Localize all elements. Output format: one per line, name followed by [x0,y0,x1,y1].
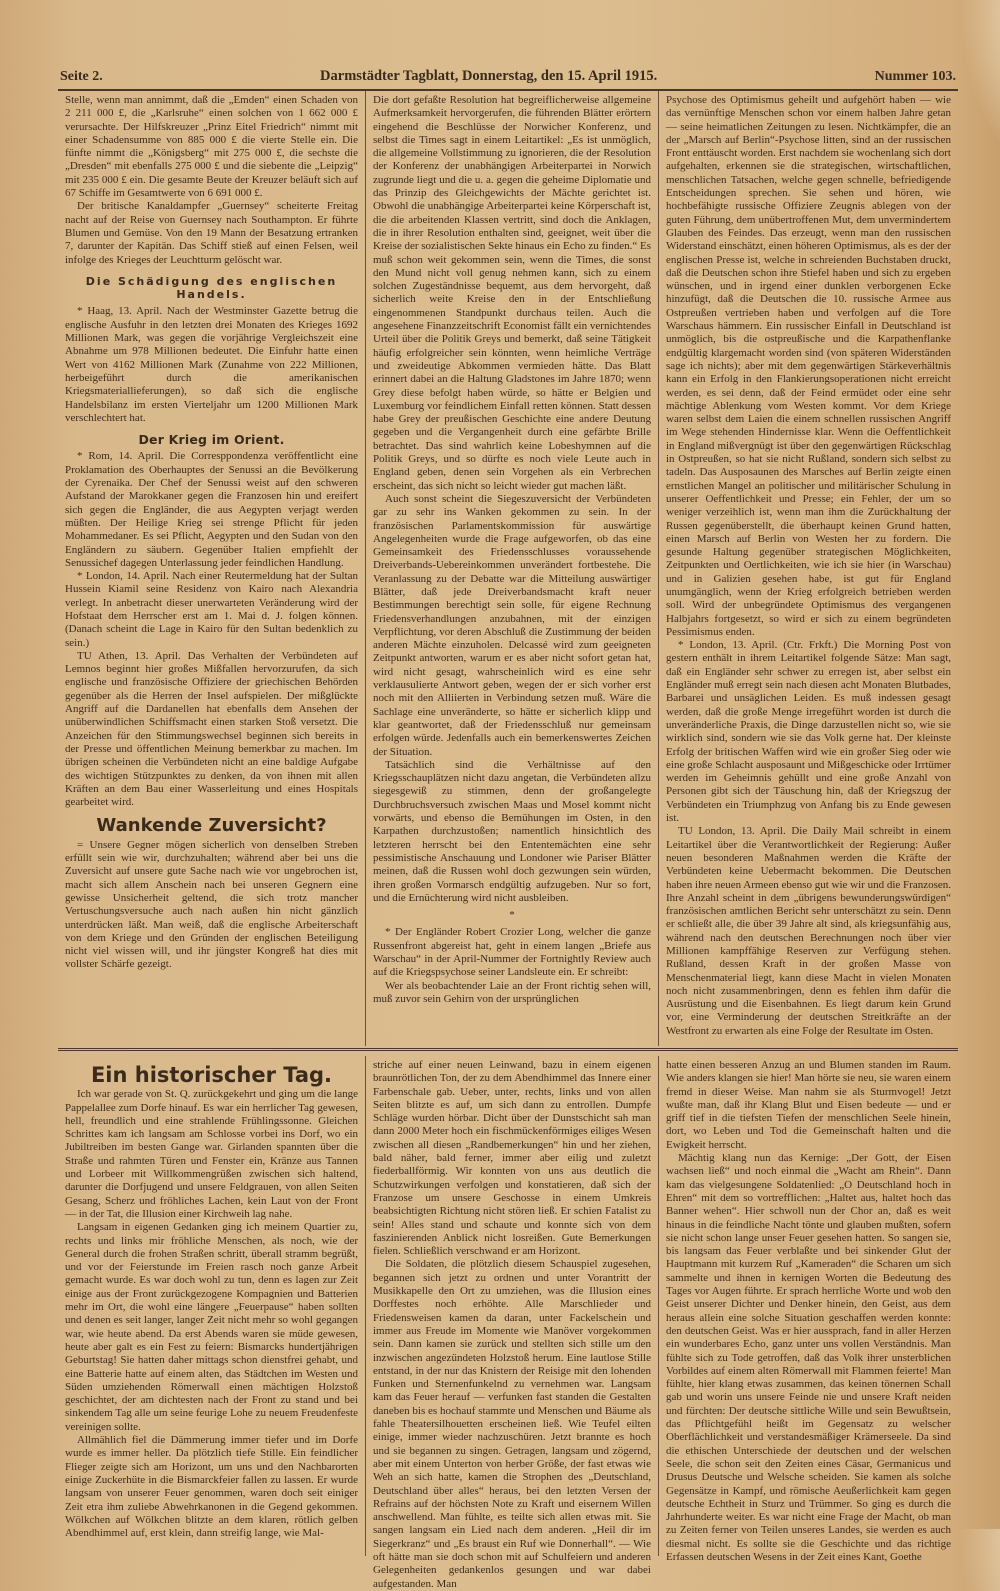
masthead [58,68,958,91]
headline-handel: Die Schädigung des englischen Handels. [85,274,338,302]
article-paragraph: Allmählich fiel die Dämmerung immer tiefer und im Dorfe wurde es immer heller. Da plötzlich tiefe Stille. Ein feindlicher Flieger zeigte sich am Horizont, um uns und den Nachbarorten einige Zuckerhüte in die Bismarckfeier fallen zu lassen. Er wurde langsam von unserer Feuer genommen, waren doch seit einiger Zeit etra ihm zuliebe Abwehrkanonen in die Gegend gekommen. Wölkchen auf Wölkchen blitzte an dem klaren, rötlich gelben Abendhimmel auf, erst klein, dann streifig lange, wie Mal- [65,1434,358,1540]
article-paragraph: Auch sonst scheint die Siegeszuversicht der Verbündeten gar zu sehr ins Wanken gekommen zu sein. In der französischen Parlamentskommission für auswärtige Angelegenheiten wurde die Frage aufgeworfen, ob das eine Gemeinsamkeit des Friedensschlusses voraussehende Dreiverbands-Uebereinkommen unverändert fortbestehe. Die Veranlassung zu der Debatte war die Mitteilung auswärtiger Blätter, daß jede Dreiverbandsmacht kraft neuer Bestimmungen berechtigt sein solle, für eigene Rechnung Friedensverhandlungen anzubahnen, mit der einzigen Verpflichtung, vor deren Abschluß die Zustimmung der beiden anderen Mächte einzuholen. Delcassé wird zum geeigneten Zeitpunkt antworten, warum er es aber nicht sofort getan hat, wird nicht gesagt, wahrscheinlich wird es eine sehr verklausulierte Antwort geben, wegen der er sich vorher erst noch mit den Alliierten in Verbindung setzen muß. Wäre die Sachlage eine unveränderte, so hätte er sicherlich klipp und klar geantwortet, daß der Friedensschluß nur gemeinsam erfolgen würde. Jedenfalls auch ein bemerkenswertes Zeichen der Situation. [373,492,651,758]
article-paragraph: Ich war gerade von St. Q. zurückgekehrt und ging um die lange Pappelallee zum Dorfe hinauf. Es war ein herrlicher Tag gewesen, hell, freundlich und eine strahlende Frühlingssonne. Gleichen Schrittes kam ich langsam am Schlosse vorbei ins Dorf, wo ein Jubiltreiben im besten Gange war. Girlanden spannten über die Straße und rahmten Türen und Fenster ein, Kränze aus Tannen und Lorbeer mit Willkommengrüßen zwischen sich haltend, darunter die Dorfjugend und unsere Feldgrauen, von allen Seiten Gesang, Scherz und fröhliches Lachen, kein Laut von der Front — in der Tat, die Illusion einer Kirchweih lag nahe. [65,1088,358,1220]
top-column-2 [365,91,658,1046]
article-paragraph: Psychose des Optimismus geheilt und aufgehört haben — wie das vernünftige Menschen schon vor einem halben Jahre getan — seine heimatlichen Zeitungen zu lesen. Nichtkämpfer, die an der „Marsch auf Berlin“-Psychose litten, sind an der russischen Front enttäuscht worden. Erst nachdem sie wochenlang sich dort aufgehalten, erkennen sie die strategischen, wirtschaftlichen, menschlichen Tatsachen, welche gegen schnelle, befriedigende Entscheidungen sprechen. Sie sehen und hören, wie hochbefähigte russische Offiziere Zeugnis ablegen von der guten Führung, dem unübertroffenen Mut, dem unvermindertem Glauben des Feindes. Das erzeugt, wenn man den russischen Widerstand einschätzt, einen höheren Optimismus, als es der der englischen Presse ist, welche in schreienden Buchstaben druckt, daß die Deutschen schon ihre Stiefel haben und sich zu ergeben wünschen, und in irgend einer dunklen verborgenen Ecke hinzufügt, daß die Deutschen die 10. russische Armee aus Ostpreußen vertrieben haben und verfolgen auf die Tore Warschaus hämmern. Ein russischer Einfall in Deutschland ist unmöglich, bis die ostpreußische und die Karpathenflanke endgültig klargemacht worden sind (von späteren Widerständen sage ich nichts); aber mit dem gegenwärtigen Stärkeverhältnis kann ein Erfolg in den Flankierungsoperationen nicht erreicht werden, es sei denn, daß der Feind ermüdet oder eine sehr mächtige Ablenkung vom Westen kommt. Vor dem Kriege waren selbst dem Laien die einem schnellen russischen Angriff im Wege stehenden Hindernisse klar. Wenn die Oeffentlichkeit in England mißvergnügt ist über den gegenwärtigen Rückschlag in Ostpreußen, so hat sie nicht Rußland, sondern sich selbst zu tadeln. Das Ausposaunen des Marsches auf Berlin zeigte einen ernstlichen Mangel an politischer und militärischer Schulung in unserer Oeffentlichkeit und Presse; ein Fehler, der um so weniger verzeihlich ist, wenn man ihm die Zurückhaltung der Russen gegenüberstellt, die überhaupt keinen Grund hatten, einen Marsch auf Berlin von Westen her zu fordern. Die gesunde Haltung gegenüber strategischen Möglichkeiten, Zeitpunkten und Oertlichkeiten, wie ich sie hier (in Warschau) und in Galizien gesehen habe, ist gut für England unumgänglich, wenn der Krieg erfolgreich betrieben werden soll. Wird der unbegründete Optimismus des vergangenen Halbjahrs fortgesetzt, so wird er sich zu einem begründeten Pessimismus enden. [666,94,951,638]
article-paragraph: Die Soldaten, die plötzlich diesem Schauspiel zugesehen, begannen sich jetzt zu ordnen und unter Vorantritt der Musikkapelle den Ort zu umziehen, was die Illusion eines Dorffestes noch erhöhte. Alle Marschlieder und Friedensweisen kamen da daran, unter Fackelschein und immer aus Freude im Momente wie Manöver vorgekommen sein. Dann kamen sie zurück und stellten sich stille um den inzwischen angezündeten Holzstoß herum. Eine lautlose Stille entstand, in der nur das Knistern der Reisige mit den lohenden Funken und Sternenfunkelnd zu vernehmen war. Langsam kam das Feuer herauf — verfunken fast standen die Gestalten daneben bis es hochauf stammte und Menschen und Bäume als fahle Theatersilhouetten erscheinen ließ. Wie Teufel eilten einige, immer wieder nachzuschüren. Jetzt brannte es hoch und sie begannen zu singen. Getragen, langsam und zögernd, aber mit einem Unterton von herber Größe, der fast etwas wie Weh an sich hatte, kamen die Strophen des „Deutschland, Deutschland über alles“ heraus, bei den letzten Versen der Refrains auf der höchsten Note zu Kraft und eisernem Willen anschwellend. Man fühlte, es teilte sich allen etwas mit. Sie sangen langsam ein Lied nach dem anderen. „Heil dir im Siegerkranz“ und „Es braust ein Ruf wie Donnerhall“. — Wie oft hätte man sie doch schon mit auf Schulfeiern und anderen Gelegenheiten gedankenlos gesungen und war dabei aufgestanden. Man [373,1258,651,1590]
article-paragraph: * Der Engländer Robert Crozier Long, welcher die ganze Russenfront abgereist hat, geht in einem langen „Briefe aus Warschau“ in der April-Nummer der Fortnightly Review auch auf die Kriegspsychose seiner Landsleute ein. Er schreibt: [373,926,651,979]
article-paragraph: = Unsere Gegner mögen sicherlich von denselben Streben erfüllt sein wie wir, durchzuhalten; während aber bei uns die Zuversicht auf unsere gute Sache nach wie vor ungebrochen ist, macht sich allem Anschein nach bei unseren Gegnern eine gewisse Unsicherheit geltend, die sich trotz mancher Vertuschungsversuche auch nach außen hin nicht gänzlich unterdrücken läßt. Man weiß, daß die englische Arbeiterschaft von dem Kriege und den Gründen der englischen Beteiligung nicht viel wissen will, und ihr jüngster Kongreß hat dies mit vollster Schärfe gezeigt. [65,838,358,971]
top-column-3 [658,91,958,1046]
article-paragraph: Der britische Kanaldampfer „Guernsey“ scheiterte Freitag nacht auf der Reise von Guernsey nach Southampton. Er führte Blumen und Gemüse. Von den 19 Mann der Besatzung ertranken 7, darunter der Kapitän. Das Schiff stieß auf einen Felsen, weil infolge des Krieges der Leuchtturm gelöscht war. [65,200,358,266]
article-paragraph: Langsam in eigenen Gedanken ging ich meinem Quartier zu, rechts und links mir fröhliche Menschen, als noch, wie der General durch die frohen Straßen schritt, überall stramm begrüßt, und vor der Feierstunde im Freien rasch noch ganze Arbeit gemacht wurde. Es war doch wohl zu tun, denn es lagen zur Zeit einige aus der Front zurückgezogene Kompagnien und Batterien mehr im Ort, die wohl eine längere „Feuerpause“ haben sollten und denen es seit langer, langer Zeit nicht mehr so wohl gegangen war, wie heute abend. Da erst Abends waren sie müde gewesen, heute aber galt es ein Fest zu feiern: Bismarcks hundertjährigen Geburtstag! Sie hatten daher mittags schon dienstfrei gehabt, und eine Batterie hatte auf einem alten, das Städtchen im Westen und Süden umziehenden Römerwall einen mächtigen Holzstoß geschichtet, der am dichtesten nach der Front zu stand und bei sinkendem Tag alle um seine feurige Lohe zu neuem Freudenfeste vereinigen sollte. [65,1221,358,1433]
feuilleton-section [58,1056,958,1590]
article-paragraph: * Haag, 13. April. Nach der Westminster Gazette betrug die englische Ausfuhr in den letzten drei Monaten des Krieges 1692 Millionen Mark, was gegen die vorjährige Vergleichszeit eine Abnahme um 978 Millionen bedeutet. Die Einfuhr hatte einen Wert von 4162 Millionen Mark (Zunahme von 222 Millionen, herbeigeführt durch die amerikanischen Kriegsmateriallieferungen), so daß sich die englische Handelsbilanz im ersten Vierteljahr um 1200 Millionen Mark verschlechtert hat. [65,305,358,424]
top-column-1 [58,91,365,1046]
bottom-column-3 [658,1056,958,1563]
bottom-column-2 [365,1056,658,1590]
feuilleton-title: Ein historischer Tag. [90,1063,333,1087]
newspaper-title: Darmstädter Tagblatt, Donnerstag, den 15. April 1915. [320,68,658,84]
article-paragraph: Die dort gefaßte Resolution hat begreiflicherweise allgemeine Aufmerksamkeit hervorgerufen, die führenden Blätter erörtern eingehend die Beschlüsse der Norwicher Konferenz, und selbst die Times sagt in einem Leitartikel: „Es ist unmöglich, die allgemeine Vollstimmung zu ignorieren, die der Resolution der Konferenz der unabhängigen Arbeiterpartei in Norwich zugrunde liegt und die u. a. gegen die geheime Diplomatie und das Prinzip des Gleichgewichts der Mächte gerichtet ist. Obwohl die unabhängige Arbeiterpartei keine Körperschaft ist, die die arbeitenden Klassen vertritt, sind doch die Anklagen, die in ihrer Resolution enthalten sind, geeignet, weit über die Kreise der sozialistischen Sekte hinaus ein Echo zu finden.“ Es muß schon weit gekommen sein, wenn die Times, die sonst den Mund nicht voll genug nehmen kann, sich zu einem solchen Zugeständnisse bequemt, aus dem hervorgeht, daß sicherlich weite Kreise den in der Entschließung eingenommenen Standpunkt durchaus teilen. Auch die angesehene Finanzzeitschrift Economist fällt ein vernichtendes Urteil über die Politik Greys und bemerkt, daß seine Tätigkeit häufig erfolgreicher sein könnten, wenn heimliche Verträge und zweideutige Abkommen vermieden hätte. Das Blatt erinnert dabei an die Haltung Gladstones im Jahre 1870; wenn Grey diese befolgt haben würde, so hätte er Belgien und Luxemburg vor feindlichem Einfall retten können. Statt dessen habe Grey der preußischen Geschichte eine andere Deutung gegeben und die Vergangenheit durch eine gefärbte Brille betrachtet. Das sind wahrlich keine Lobeshymnen auf die Politik Greys, und so dürfte es noch viele Leute auch in England geben, denen sein Vorgehen als ein Verbrechen erscheint, das sich nicht so leicht wieder gut machen läßt. [373,94,651,492]
issue-number: Nummer 103. [874,69,956,84]
headline-zuversicht: Wankende Zuversicht? [96,815,327,837]
article-paragraph: * Rom, 14. April. Die Corresppondenza veröffentlicht eine Proklamation des Oberhauptes der Senussi an die Bevölkerung der Cyrenaika. Der Chef der Senussi weist auf den schweren Aufstand der Marokkaner gegen die Franzosen hin und ereifert sich gegen die Engländer, die aus Aegypten verjagt werden müßten. Der Heilige Krieg sei strenge Pflicht für jeden Mohammedaner. Es sei Pflicht, Aegypten und den Sudan von den Engländern zu säubern. Gegenüber Italien empfiehlt der Senussichef dagegen Unterlassung jeder feindlichen Handlung. [65,450,358,569]
article-paragraph: * London, 14. April. Nach einer Reutermeldung hat der Sultan Hussein Kiamil seine Residenz von Kairo nach Alexandria verlegt. In anbetracht dieser unerwarteten Veränderung wird der Hofstaat dem Herrscher erst am 1. Mai d. J. folgen können. (Danach scheint die Lage in Kairo für den Sultan bedenklich zu sein.) [65,570,358,649]
page-number: Seite 2. [60,69,103,84]
article-paragraph: TU Athen, 13. April. Das Verhalten der Verbündeten auf Lemnos beginnt hier großes Mißfallen hervorzurufen, da sich englische und französische Offiziere der griechischen Behörden gegenüber als die Herren der Insel aufspielen. Der mißglückte Angriff auf die Dardanellen hat ebenfalls dem Ansehen der unüberwindlichen Schiffsmacht einen starken Stoß versetzt. Die Anzeichen für den Stimmungswechsel beginnen sich bereits in der Presse und öffentlichen Meinung bemerkbar zu machen. Im übrigen scheinen die Verbündeten nicht an eine baldige Aufgabe des wichtigen Stützpunktes zu denken, da von ihnen mit allen Kräften an dem Bau einer Wasserleitung und eines Hospitals gearbeitet wird. [65,649,358,809]
article-paragraph: * London, 13. April. (Ctr. Frkft.) Die Morning Post von gestern enthält in ihrem Leitartikel folgende Sätze: Man sagt, daß ein Engländer sehr schwer zu erregen ist, aber selbst ein Engländer muß erregt sein nach diesen acht Monaten Blutbades, Barbarei und unsäglichen Leiden. Es muß indessen gesagt werden, daß die große Menge irregeführt worden ist durch die unveränderliche Praxis, die Dinge darzustellen nicht so, wie sie wirklich sind, sondern wie sie das Volk gerne hat. Der kleinste Erfolg der britischen Waffen wird wie ein großer Sieg oder wie eine große Schlacht ausposaunt und Mißgeschicke oder Irrtümer werden im Geheimnis gehüllt und eine große Anzahl von Personen gibt sich der Täuschung hin, daß der Kriegszug der Verbündeten ein Triumphzug von Anfang bis zu Ende gewesen ist. [666,639,951,825]
headline-orient: Der Krieg im Orient. [138,432,285,448]
article-paragraph: Stelle, wenn man annimmt, daß die „Emden“ einen Schaden von 2 211 000 £, die „Karlsruhe“ einen solchen von 1 662 000 £ verursachte. Der Hilfskreuzer „Prinz Eitel Friedrich“ nimmt mit einer Schadensumme von 885 000 £ die vierte Stelle ein. Die fünfte nimmt die „Königsberg“ mit 275 000 £, die sechste die „Dresden“ mit ebenfalls 275 000 £ und die siebente die „Leipzig“ mit 235 000 £ ein. Die gesamte Beute der Kreuzer beläuft sich auf 67 Schiffe im Gesamtwerte von 6 691 000 £. [65,94,358,200]
top-section [58,91,958,1046]
newspaper-page [58,68,958,1590]
article-paragraph: Mächtig klang nun das Kernige: „Der Gott, der Eisen wachsen ließ“ und noch einmal die „Wacht am Rhein“. Dann kam das vielgesungene Soldatenlied: „O Deutschland hoch in Ehren“ mit dem so vortrefflichen: „Haltet aus, haltet hoch das Banner wehen“. Hier schwoll nun der Chor an, daß es weit hinaus in die feindliche Nacht tönte und glauben mußten, sofern sie nicht schon lange unser Feuer gesehen hatten. So sangen sie, bis langsam das Feuer verblaßte und bei sinkender Glut der Hauptmann mit kurzem Ruf „Kameraden“ die Scharen um sich sammelte und ihnen in kernigen Worten die Bedeutung des Tages vor Augen führte. Er sprach herrliche Worte und wob den Geist unserer Dichter und Denker hinein, den Geist, aus dem heraus allein eine solche Situation geschaffen werden konnte: den deutschen Geist. Was er hier aussprach, fand in aller Herzen ein wunderbares Echo, ganz unter uns vollen Verständnis. Man fühlte sich zu Tode getroffen, daß das Volk ihrer unsterblichen Vorbildes auf einem alten Römerwall mit Flammen feierte! Man fühlte, hier klang etwas zusammen, das keinen tönernen Schall gab und worin uns unsere Feinde nie und unsere Kraft neiden und fürchten: Der deutsche sittliche Wille und sein Bewußtsein, das Pflichtgefühl heißt im Gegensatz zu welscher Oberflächlichkeit und verstandesmäßiger Krämerseele. Da sind die ethischen Unterschiede der deutschen und der welschen Seele, die schon seit den Zeiten eines Cäsar, Germanicus und Drusus Deutsche und Welsche scheiden. Sie kamen als solche Gegensätze in Kampf, und römische Aeußerlichkeit kam gegen deutsche Echtheit in Sturz und Trümmer. So ging es durch die Jahrhunderte weiter. Es war nicht eine Frage der Macht, ob man zu Zeiten ferner von Teilen unseres Landes, sie werden es auch diesmal nicht. Es sollte sie die Geschichte und das richtige Erfassen deutschen Wesens in der Zeit eines Kant, Goethe [666,1152,951,1563]
article-paragraph: striche auf einer neuen Leinwand, bazu in einem eigenen braunrötlichen Ton, der zu dem Abendhimmel das Innere einer Farbenschale gab. Ueber, unter, rechts, links und von allen Seiten blitzte es auf, um sich dann zu entrollen. Dumpfe Schläge wurden hörbar. Dicht über der Dunstschicht sah man dann 2000 Meter hoch ein fischmückenförmiges eiliges Wesen zwischen all diesen „Randbemerkungen“ hin und her ziehen, bald näher, bald ferner, immer aber eilig und zuletzt fiederballförmig. Wir konnten von uns aus deutlich die Schutzwirkungen verfolgen und konstatieren, daß sich der Franzose um unsere Geschosse in einem Umkreis beabsichtigten Richtung nicht stören ließ. Er schien Fatalist zu sein! Alles stand und schaute und konnte sich von dem faszinierenden Anblick nicht losreißen. Gute Bemerkungen fielen. Schließlich verschwand er am Horizont. [373,1059,651,1258]
bottom-column-1 [58,1056,365,1556]
article-paragraph: Wer als beobachtender Laie an der Front richtig sehen will, muß zuvor sein Gehirn von der ursprünglichen [373,979,651,1005]
article-paragraph: hatte einen besseren Anzug an und Blumen standen im Raum. Wie anders klangen sie hier! Man hörte sie neu, sie waren einem fremd in dieser Weise. Man nahm sie als Sturmvogel! Jetzt wußte man, daß ihr Klang Blut und Eisen bedeute — und er griff tief in die tiefsten Tiefen der menschlichen Seele hinein, dort, wo Leben und Tod die Gemeinschaft halten und die Ewigkeit herrscht. [666,1059,951,1151]
article-paragraph: TU London, 13. April. Die Daily Mail schreibt in einem Leitartikel über die Verantwortlichkeit der Regierung: Außer neuen besonderen Maßnahmen werden die Kräfte der Verbündeten keine Uebermacht bekommen. Die Deutschen haben ihre neuen Armeen ebenso gut wie wir und die Franzosen. Ihre Anzahl scheint in dem „übrigens bewunderungswürdigen“ französischen amtlichen Bericht sehr unterschätzt zu sein. Denn er schließt alle, die über 39 Jahre alt sind, als kriegsunfähig aus, während nach den deutschen Berechnungen noch über vier Millionen kampffähige Reserven zur Verfügung stehen. Rußland, dessen Kraft in der großen Masse von Menschenmaterial liegt, kann diese Macht in vielen Monaten noch nicht zusammenbringen, denn es fehlen ihm dafür die Ausrüstung und die Eisenbahnen. Es liegt darum kein Grund vor, eine Verminderung der deutschen Streitkräfte an der Westfront zu erwarten als eine Folge der Resultate im Osten. [666,825,951,1037]
separator-star: * [509,909,515,922]
section-divider [58,1048,958,1054]
article-paragraph: Tatsächlich sind die Verhältnisse auf den Kriegsschauplätzen nicht dazu angetan, die Verbündeten allzu siegesgewiß zu stimmen, denn der großangelegte Durchbruchsversuch zwischen Maas und Mosel kommt nicht vorwärts, und ebenso die Bemühungen im Osten, in den Karpathen durchzustoßen; namentlich hinsichtlich des letzteren herrscht bei den Ententemächten eine sehr pessimistische Anschauung und Londoner wie Pariser Blätter meinen, daß die Russen wohl doch gezwungen sein würden, ihren großen Vormarsch endgültig aufzugeben. Nur so fort, und die Ernüchterung wird nicht ausbleiben. [373,758,651,904]
